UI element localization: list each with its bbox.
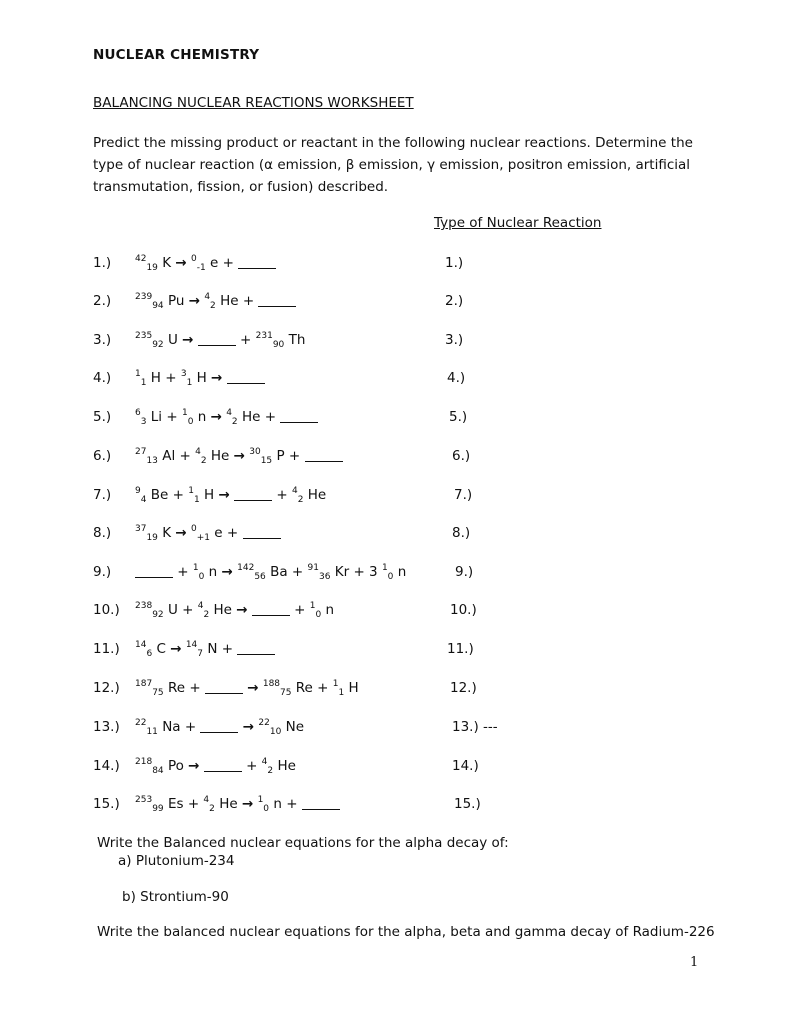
reaction-type-label: 3.) [445,332,464,348]
equation: $^{238}_{92}$ U + $^4_2$ He → + $^1_0$ n [135,601,335,620]
row-number: 7.) [93,487,112,503]
row-number: 15.) [93,796,120,812]
row-number: 14.) [93,758,120,774]
equation-row [0,680,791,704]
reaction-type-label: 15.) [454,796,481,812]
equation-row [0,370,791,394]
equation-row [0,332,791,356]
equation: $^{235}_{92}$ U → + $^{231}_{90}$ Th [135,331,306,350]
equation-row [0,602,791,626]
equation: $^{27}_{13}$ Al + $^4_2$ He → $^{30}_{15}$ P + [135,448,343,464]
row-number: 5.) [93,409,112,425]
equation: $^{42}_{19}$ K → $^0_{-1}$ e + [135,255,276,271]
page-title: NUCLEAR CHEMISTRY [93,47,260,63]
equation-row [0,758,791,782]
reaction-type-label: 6.) [452,448,471,464]
instructions: Predict the missing product or reactant in the following nuclear reactions. Determine the type of nuclear reaction (α emission, β emission, γ emission, positron emission, artificial transmutation, fission, or fusion) described. [93,135,693,195]
reaction-type-label: 10.) [450,602,477,618]
reaction-type-label: 7.) [454,487,473,503]
reaction-type-label: 1.) [445,255,464,271]
row-number: 2.) [93,293,112,309]
reaction-type-label: 14.) [452,758,479,774]
row-number: 4.) [93,370,112,386]
answer-blank[interactable] [227,371,265,384]
equation: $^9_4$ Be + $^1_1$ H → + $^4_2$ He [135,486,327,505]
equation: $^{22}_{11}$ Na + → $^{22}_{10}$ Ne [135,718,304,737]
row-number: 9.) [93,564,112,580]
equation: $^{239}_{94}$ Pu → $^4_2$ He + [135,293,296,309]
answer-blank[interactable] [135,565,173,578]
reaction-type-label: 4.) [447,370,466,386]
equation-row [0,448,791,472]
equation: $^{218}_{84}$ Po → + $^4_2$ He [135,757,296,776]
answer-blank[interactable] [200,720,238,733]
reaction-type-label: 2.) [445,293,464,309]
reaction-type-label: 12.) [450,680,477,696]
worksheet-subtitle: BALANCING NUCLEAR REACTIONS WORKSHEET [93,95,414,111]
answer-blank[interactable] [280,410,318,423]
row-number: 10.) [93,602,120,618]
answer-blank[interactable] [258,294,296,307]
equation: $^{37}_{19}$ K → $^0_{+1}$ e + [135,525,281,541]
reaction-type-label: 8.) [452,525,471,541]
answer-blank[interactable] [237,642,275,655]
reaction-type-label: 9.) [455,564,474,580]
answer-blank[interactable] [302,797,340,810]
answer-blank[interactable] [238,256,276,269]
row-number: 1.) [93,255,112,271]
answer-blank[interactable] [305,449,343,462]
equation-row [0,564,791,588]
equation-row [0,641,791,665]
equation-row [0,719,791,743]
type-column-header: Type of Nuclear Reaction [434,215,602,231]
reaction-type-label: 5.) [449,409,468,425]
equation: $^{14}_6$ C → $^{14}_7$ N + [135,641,275,657]
row-number: 12.) [93,680,120,696]
row-number: 3.) [93,332,112,348]
equation: $^{253}_{99}$ Es + $^4_2$ He → $^1_0$ n + [135,796,340,812]
equation-row [0,293,791,317]
equation: $^1_1$ H + $^3_1$ H → [135,370,265,386]
answer-blank[interactable] [252,603,290,616]
answer-blank[interactable] [205,681,243,694]
answer-blank[interactable] [204,759,242,772]
equation: $^{187}_{75}$ Re + → $^{188}_{75}$ Re + $^1_1$ H [135,679,359,698]
answer-blank[interactable] [243,526,281,539]
row-number: 8.) [93,525,112,541]
item-a: a) Plutonium-234 [118,853,235,869]
page-number: 1 [690,955,699,970]
equation-row [0,409,791,433]
reaction-type-label: 11.) [447,641,474,657]
row-number: 11.) [93,641,120,657]
row-number: 13.) [93,719,120,735]
row-number: 6.) [93,448,112,464]
equation-row [0,487,791,511]
equation: $^6_3$ Li + $^1_0$ n → $^4_2$ He + [135,409,318,425]
equation-row [0,525,791,549]
answer-blank[interactable] [198,333,236,346]
equation: + $^1_0$ n → $^{142}_{56}$ Ba + $^{91}_{36}$ Kr + 3 $^1_0$ n [135,564,406,580]
reaction-type-label: 13.) --- [452,719,498,735]
equation-row [0,255,791,279]
item-b: b) Strontium-90 [122,889,229,905]
equation-row [0,796,791,820]
alpha-decay-prompt: Write the Balanced nuclear equations for the alpha decay of: [97,835,509,851]
answer-blank[interactable] [234,488,272,501]
radium-decay-prompt: Write the balanced nuclear equations for the alpha, beta and gamma decay of Radium-226 [97,924,715,940]
